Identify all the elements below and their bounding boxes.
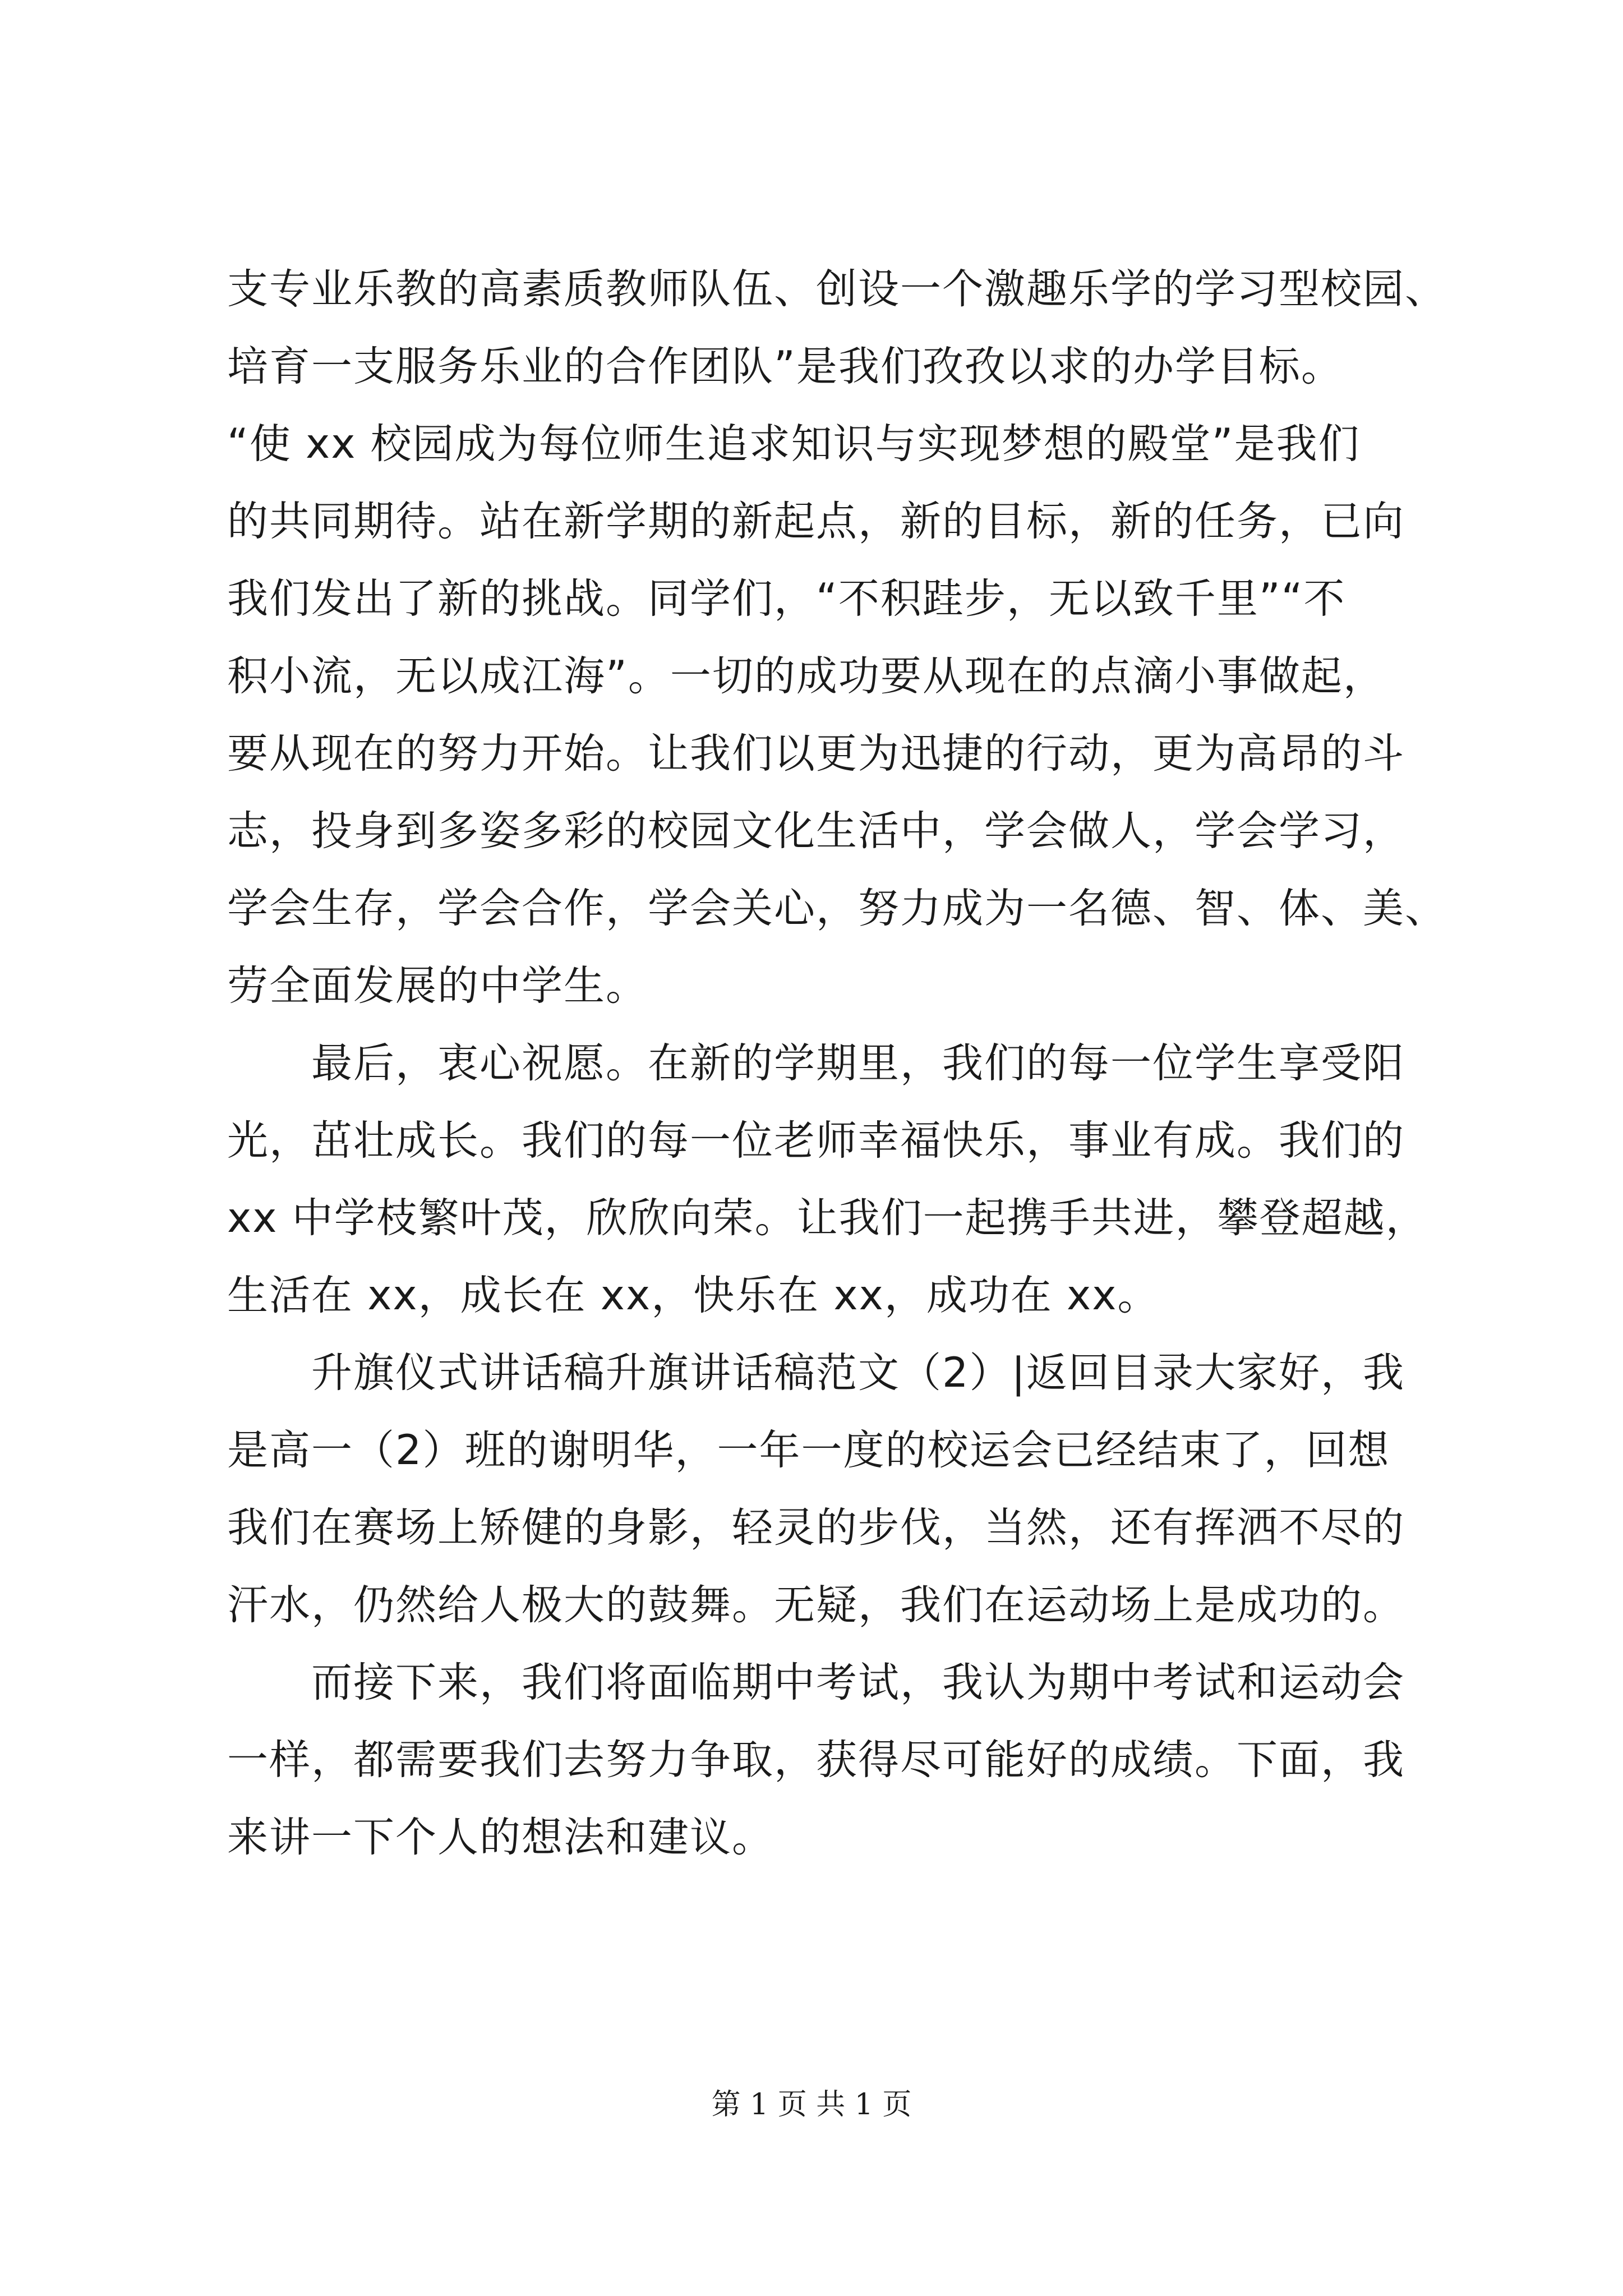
- text-line: 劳全面发展的中学生。: [227, 962, 648, 1010]
- text-line: 我们在赛场上矫健的身影，轻灵的步伐，当然，还有挥洒不尽的: [227, 1504, 1405, 1552]
- text-line: xx 中学枝繁叶茂，欣欣向荣。让我们一起携手共进，攀登超越，: [227, 1194, 1428, 1242]
- text-line: 升旗仪式讲话稿升旗讲话稿范文（2）|返回目录大家好，我: [227, 1349, 1405, 1397]
- text-line: 汗水，仍然给人极大的鼓舞。无疑，我们在运动场上是成功的。: [227, 1581, 1405, 1629]
- text-line: 来讲一下个人的想法和建议。: [227, 1814, 774, 1861]
- text-line: 要从现在的努力开始。让我们以更为迅捷的行动，更为高昂的斗: [227, 730, 1405, 777]
- page-number-footer: 第 1 页 共 1 页: [711, 2088, 912, 2122]
- text-line: 志，投身到多姿多彩的校园文化生活中，学会做人，学会学习，: [227, 807, 1405, 855]
- text-line: 学会生存，学会合作，学会关心，努力成为一名德、智、体、美、: [227, 885, 1447, 932]
- text-line: 光，茁壮成长。我们的每一位老师幸福快乐，事业有成。我们的: [227, 1117, 1405, 1165]
- text-line: 我们发出了新的挑战。同学们，“不积跬步，无以致千里”“不: [227, 575, 1346, 623]
- text-line: 生活在 xx，成长在 xx，快乐在 xx，成功在 xx。: [227, 1272, 1160, 1319]
- text-line: 一样，都需要我们去努力争取，获得尽可能好的成绩。下面，我: [227, 1736, 1405, 1784]
- text-line: 的共同期待。站在新学期的新起点，新的目标，新的任务，已向: [227, 498, 1405, 545]
- text-line: “使 xx 校园成为每位师生追求知识与实现梦想的殿堂”是我们: [227, 420, 1361, 468]
- text-line: 而接下来，我们将面临期中考试，我认为期中考试和运动会: [227, 1659, 1405, 1706]
- text-line: 最后，衷心祝愿。在新的学期里，我们的每一位学生享受阳: [227, 1039, 1405, 1087]
- text-line: 是高一（2）班的谢明华，一年一度的校运会已经结束了，回想: [227, 1427, 1390, 1474]
- text-line: 支专业乐教的高素质教师队伍、创设一个激趣乐学的学习型校园、: [227, 265, 1447, 313]
- text-line: 积小流，无以成江海”。一切的成功要从现在的点滴小事做起，: [227, 652, 1385, 700]
- text-line: 培育一支服务乐业的合作团队”是我们孜孜以求的办学目标。: [227, 343, 1343, 390]
